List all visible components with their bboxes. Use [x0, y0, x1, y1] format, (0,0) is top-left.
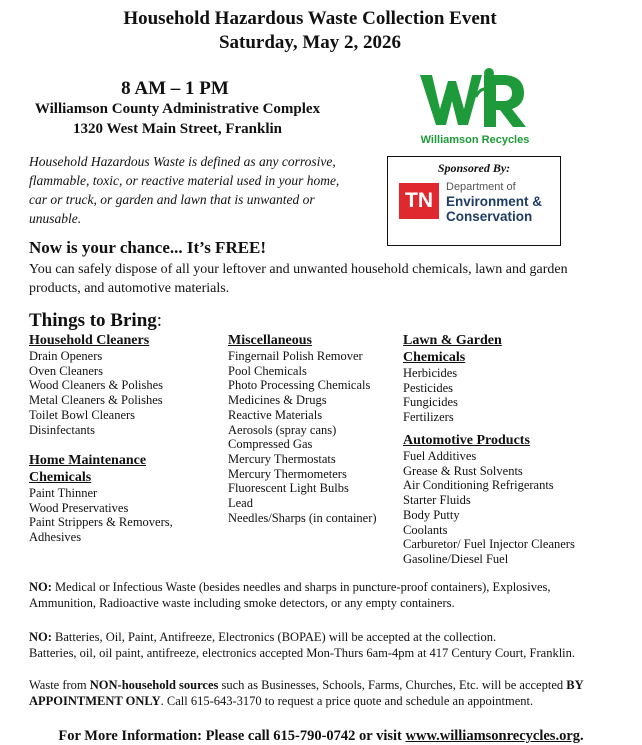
things-heading-text: Things to Bring	[29, 310, 157, 331]
logo-text: Williamson Recycles	[420, 134, 530, 146]
miscellaneous-section	[228, 332, 377, 525]
list-item: Reactive Materials	[228, 407, 323, 422]
list-item: Pesticides	[403, 380, 453, 395]
list-item: Aerosols (spray cans)	[228, 422, 337, 437]
tn-logo-icon: TN	[399, 183, 439, 219]
no-label: NO:	[29, 580, 52, 594]
title-line-2: Saturday, May 2, 2026	[218, 32, 402, 53]
event-venue	[25, 99, 330, 139]
venue-name: Williamson County Administrative Complex	[34, 101, 321, 117]
page-title	[0, 7, 620, 55]
list-item: Fertilizers	[403, 410, 454, 425]
tn-dept-text: Department of	[446, 181, 516, 193]
list-item: Medicines & Drugs	[228, 393, 327, 408]
no-medical-text: Medical or Infectious Waste (besides needles and sharps in puncture-proof containers), Explosives, Ammunition, Radioactive waste including smoke detectors, or any empty containers.	[29, 580, 551, 610]
list-item: Paint Strippers & Removers,	[29, 515, 173, 530]
things-heading	[29, 310, 162, 332]
list-item: Wood Preservatives	[29, 500, 129, 515]
sponsor-label: Sponsored By:	[437, 161, 511, 175]
misc-heading: Miscellaneous	[228, 333, 312, 348]
definition-text: Household Hazardous Waste is defined as any corrosive, flammable, toxic, or reactive material used in your home, car or truck, or garden and lawn that is unwanted or unusable.	[29, 154, 340, 226]
list-item: Body Putty	[403, 507, 460, 522]
list-item: Fuel Additives	[403, 449, 477, 463]
list-item: Adhesives	[29, 530, 82, 545]
footer-end: .	[580, 728, 584, 744]
list-item: Gasoline/Diesel Fuel	[403, 551, 509, 566]
household-cleaners-section	[29, 332, 163, 437]
list-item: Coolants	[403, 522, 448, 537]
list-item: Mercury Thermostats	[228, 451, 336, 466]
household-heading: Household Cleaners	[29, 333, 150, 348]
list-item: Fingernail Polish Remover	[228, 349, 363, 363]
tn-env-text	[446, 194, 542, 224]
things-heading-colon: :	[156, 310, 163, 331]
chance-body: You can safely dispose of all your leftover and unwanted household chemicals, lawn and garden products, and automotive materials.	[29, 262, 568, 296]
footer-text: For More Information: Please call 615-790-0742 or visit	[58, 728, 406, 744]
nonhousehold-post: . Call 615-643-3170 to request a price quote and schedule an appointment.	[160, 694, 534, 708]
automotive-section	[403, 432, 575, 567]
list-item: Lead	[228, 496, 253, 511]
lawn-heading-2: Chemicals	[403, 350, 466, 365]
title-line-1: Household Hazardous Waste Collection Event	[123, 8, 497, 29]
list-item: Herbicides	[403, 366, 458, 380]
website-link[interactable]: www.williamsonrecycles.org	[405, 728, 581, 744]
nonhousehold-pre: Waste from	[29, 678, 90, 692]
no-bopae-note	[29, 629, 609, 661]
list-item: Mercury Thermometers	[228, 466, 347, 481]
home-maintenance-section	[29, 452, 173, 545]
list-item: Fluorescent Light Bulbs	[228, 481, 349, 496]
no-bopae-line-2: Batteries, oil, oil paint, antifreeze, electronics accepted Mon-Thurs 6am-4pm at 417 Century Court, Franklin.	[29, 646, 576, 660]
list-item: Paint Thinner	[29, 486, 98, 500]
sponsor-box	[387, 156, 561, 246]
lawn-garden-section	[403, 332, 502, 425]
list-item: Starter Fluids	[403, 493, 471, 508]
list-item: Wood Cleaners & Polishes	[29, 378, 164, 393]
no-label: NO:	[29, 630, 52, 644]
chance-heading: Now is your chance... It’s FREE!	[29, 238, 267, 257]
list-item: Compressed Gas	[228, 437, 313, 452]
list-item: Pool Chemicals	[228, 363, 307, 378]
list-item: Grease & Rust Solvents	[403, 463, 523, 478]
venue-address: 1320 West Main Street, Franklin	[72, 121, 283, 137]
list-item: Carburetor/ Fuel Injector Cleaners	[403, 537, 575, 552]
list-item: Disinfectants	[29, 422, 95, 437]
lawn-heading-1: Lawn & Garden	[403, 333, 502, 348]
appointment-only: BY APPOINTMENT ONLY	[29, 678, 584, 708]
no-bopae-text: Batteries, Oil, Paint, Antifreeze, Electronics (BOPAE) will be accepted at the collection.	[51, 630, 497, 644]
list-item: Photo Processing Chemicals	[228, 378, 371, 393]
no-medical-note	[29, 579, 609, 611]
tn-env-line2: Conservation	[446, 209, 533, 224]
recycle-logo-icon	[410, 67, 540, 147]
no-bopae-line-1	[29, 629, 609, 645]
list-item: Toilet Bowl Cleaners	[29, 407, 136, 422]
list-item: Fungicides	[403, 395, 458, 410]
home-maintenance-heading-1: Home Maintenance	[29, 453, 147, 468]
nonhousehold-mid: such as Businesses, Schools, Farms, Churches, Etc. will be accepted	[218, 678, 567, 692]
williamson-recycles-logo	[410, 67, 540, 147]
nonhousehold-bold: NON-household sources	[89, 678, 219, 692]
list-item: Metal Cleaners & Polishes	[29, 393, 163, 408]
list-item: Air Conditioning Refrigerants	[403, 478, 554, 493]
list-item: Needles/Sharps (in container)	[228, 510, 377, 525]
event-time: 8 AM – 1 PM	[121, 78, 229, 99]
list-item: Oven Cleaners	[29, 363, 103, 378]
list-item: Drain Openers	[29, 349, 103, 363]
footer-info	[0, 728, 642, 745]
home-maintenance-heading-2: Chemicals	[29, 470, 92, 485]
tn-env-line1: Environment &	[446, 194, 543, 209]
automotive-heading: Automotive Products	[403, 433, 530, 448]
nonhousehold-note	[29, 677, 609, 709]
